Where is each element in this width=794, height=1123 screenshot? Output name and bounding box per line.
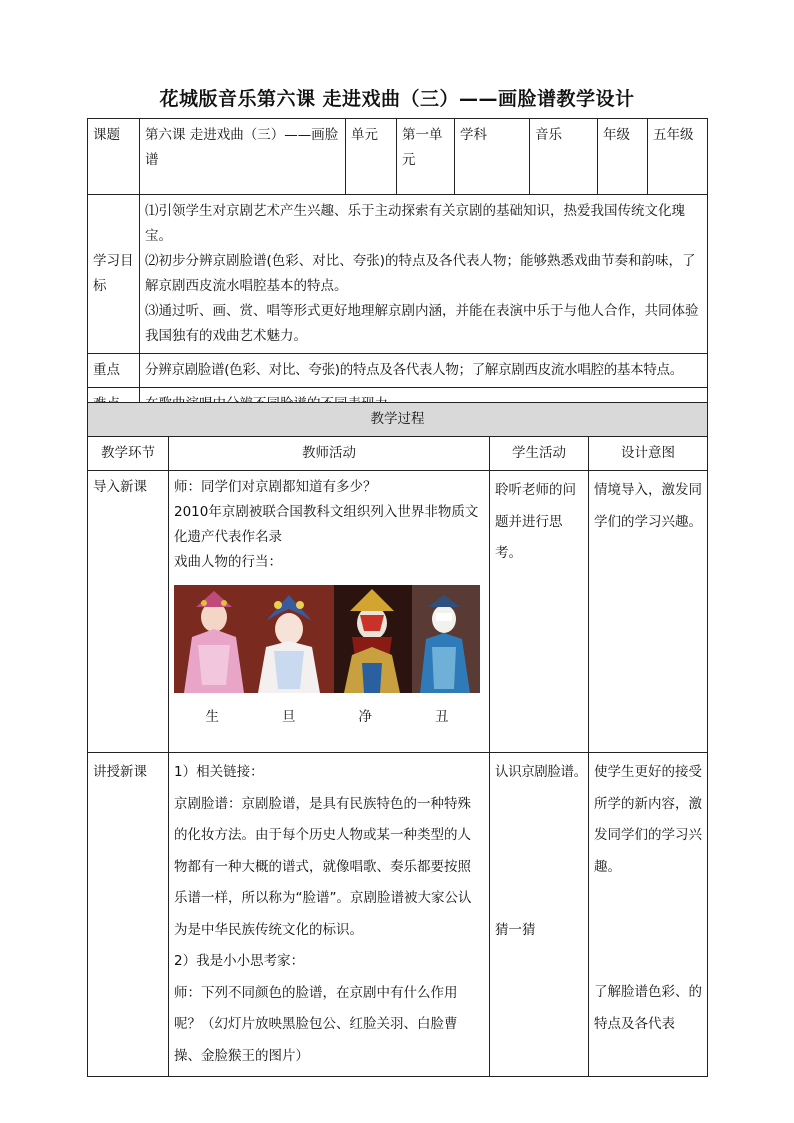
role-dan: 旦	[282, 709, 296, 725]
intro-student: 聆听老师的问题并进行思考。	[490, 471, 589, 753]
column-header-student: 学生活动	[490, 437, 589, 471]
role-jing: 净	[358, 709, 372, 725]
objectives-cell	[140, 195, 708, 354]
key-value: 分辨京剧脸谱(色彩、对比、夸张)的特点及各代表人物；了解京剧西皮流水唱腔的基本特点。	[140, 354, 708, 388]
grade-value: 五年级	[648, 119, 708, 195]
teacher-line: 师：同学们对京剧都知道有多少？	[174, 479, 377, 495]
objectives-label: 学习目标	[88, 195, 140, 354]
column-header-intent: 设计意图	[589, 437, 708, 471]
intro-intent: 情境导入，激发同学们的学习兴趣。	[589, 471, 708, 753]
lecture-student-cell	[490, 753, 589, 1077]
intro-teacher-cell	[169, 471, 490, 753]
subject-label: 学科	[455, 119, 530, 195]
objective-item: ⑴引领学生对京剧艺术产生兴趣、乐于主动探索有关京剧的基础知识，热爱我国传统文化瑰宝。	[145, 203, 685, 244]
role-sheng: 生	[205, 709, 219, 725]
design-intent: 使学生更好的接受所学的新内容，激发同学们的学习兴趣。	[594, 764, 702, 875]
opera-roles-image	[174, 585, 480, 693]
teacher-line: 1）相关链接：	[174, 764, 264, 780]
topic-label: 课题	[88, 119, 140, 195]
role-labels	[174, 699, 480, 730]
objective-item: ⑶通过听、画、赏、唱等形式更好地理解京剧内涵，并能在表演中乐于与他人合作，共同体验我国独有的戏曲艺术魅力。	[145, 303, 699, 344]
lesson-info-table	[87, 118, 708, 422]
column-header-teacher: 教师活动	[169, 437, 490, 471]
lecture-intent-cell	[589, 753, 708, 1077]
student-activity: 猜一猜	[495, 921, 536, 938]
document-title: 花城版音乐第六课 走进戏曲（三）——画脸谱教学设计	[159, 88, 635, 110]
unit-label: 单元	[346, 119, 397, 195]
teacher-line: 2）我是小小思考家：	[174, 953, 305, 969]
objective-item: ⑵初步分辨京剧脸谱(色彩、对比、夸张)的特点及各代表人物；能够熟悉戏曲节奏和韵味，了解京剧西皮流水唱腔基本的特点。	[145, 253, 696, 294]
role-chou: 丑	[435, 709, 449, 725]
opera-roles-photo	[174, 585, 480, 693]
intro-stage: 导入新课	[88, 471, 169, 753]
unit-value: 第一单元	[397, 119, 455, 195]
teacher-line: 2010年京剧被联合国教科文组织列入世界非物质文化遗产代表作名录	[174, 504, 479, 545]
grade-label: 年级	[598, 119, 648, 195]
subject-value: 音乐	[530, 119, 598, 195]
teacher-line: 京剧脸谱：京剧脸谱，是具有民族特色的一种特殊的化妆方法。由于每个历史人物或某一种类型的人物都有一种大概的谱式，就像唱歌、奏乐都要按照乐谱一样，所以称为“脸谱”。京剧脸谱被大家公认为是中华民族传统文化的标识。	[174, 795, 472, 938]
lecture-teacher-cell	[169, 753, 490, 1077]
design-intent: 了解脸谱色彩、的特点及各代表	[594, 984, 702, 1032]
process-header: 教学过程	[88, 403, 708, 437]
teacher-line: 戏曲人物的行当：	[174, 554, 282, 570]
key-label: 重点	[88, 354, 140, 388]
lecture-stage: 讲授新课	[88, 753, 169, 1077]
teacher-line: 师：下列不同颜色的脸谱，在京剧中有什么作用呢？（幻灯片放映黑脸包公、红脸关羽、白脸曹操、金脸猴王的图片）	[174, 984, 458, 1064]
student-activity: 认识京剧脸谱。	[495, 764, 587, 780]
topic-value: 第六课 走进戏曲（三）——画脸谱	[140, 119, 346, 195]
teaching-process-table	[87, 402, 708, 1077]
column-header-stage: 教学环节	[88, 437, 169, 471]
